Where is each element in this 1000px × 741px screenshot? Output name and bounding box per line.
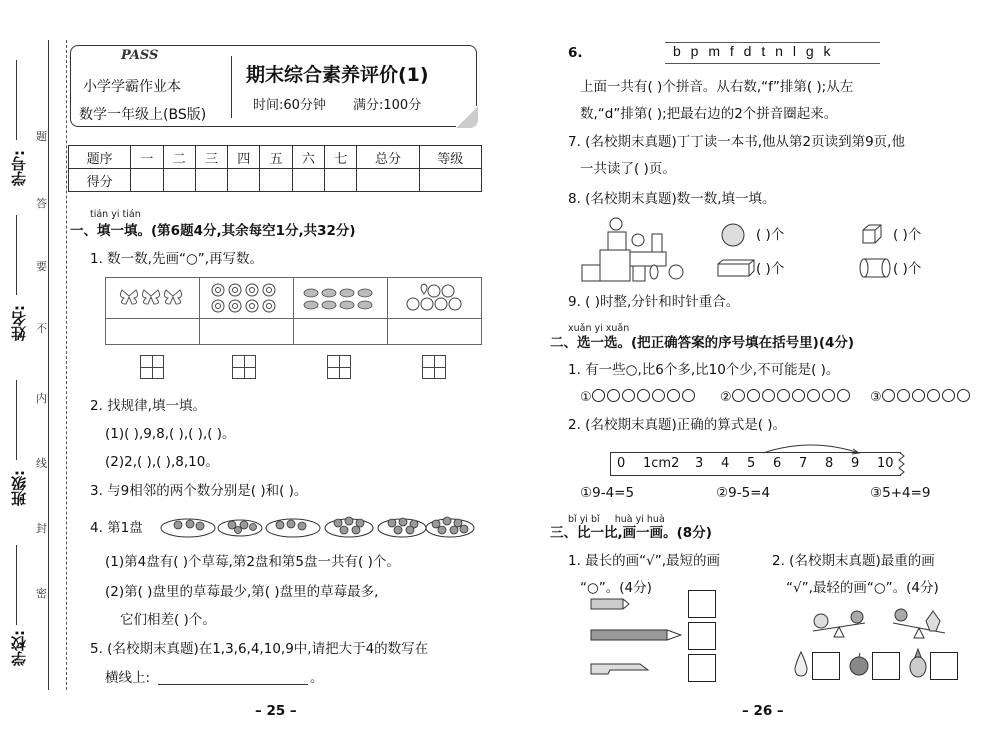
circles bbox=[882, 390, 972, 405]
seal-word: 密 bbox=[36, 587, 47, 600]
school-label: 学校: bbox=[10, 630, 28, 666]
ruler-tick-label: 5 bbox=[747, 456, 756, 471]
score-header-cell: 四 bbox=[228, 146, 260, 169]
knife-image bbox=[590, 660, 650, 676]
score-header-cell: 五 bbox=[260, 146, 292, 169]
ruler-edge bbox=[898, 452, 908, 476]
strawberry-plates-image bbox=[160, 510, 475, 542]
option-marker: ① bbox=[580, 390, 592, 405]
circle-shape bbox=[637, 389, 650, 402]
answer-box[interactable] bbox=[232, 355, 256, 379]
series-name: 小学学霸作业本 bbox=[83, 79, 181, 95]
question-8: 8. (名校期末真题)数一数,填一填。 bbox=[568, 191, 776, 207]
score-table-header-row bbox=[69, 146, 482, 169]
section2-question-2: 2. (名校期末真题)正确的算式是( )。 bbox=[568, 417, 787, 433]
seal-word: 答 bbox=[36, 197, 47, 210]
circle-shape bbox=[822, 389, 835, 402]
question-7-line-2: 一共读了( )页。 bbox=[580, 161, 676, 177]
ruler bbox=[610, 452, 901, 476]
score-cell[interactable] bbox=[195, 169, 227, 192]
circles bbox=[592, 390, 697, 405]
name-line bbox=[16, 215, 17, 295]
answer-box-apple[interactable] bbox=[872, 652, 900, 680]
cube-icon bbox=[860, 222, 884, 246]
header-card bbox=[70, 45, 477, 127]
option-3-circles[interactable] bbox=[870, 389, 972, 405]
ruler-tick-labels bbox=[611, 456, 901, 471]
score-cell[interactable] bbox=[131, 169, 163, 192]
header-divider bbox=[231, 56, 232, 118]
question-4: 4. 第1盘 bbox=[90, 520, 143, 536]
circle-shape bbox=[777, 389, 790, 402]
question-9: 9. ( )时整,分针和时针重合。 bbox=[568, 294, 740, 310]
section3-pinyin: bǐ yi bǐ huà yi huà bbox=[568, 514, 665, 525]
circle-shape bbox=[682, 389, 695, 402]
circle-shape bbox=[882, 389, 895, 402]
flower-group-icon bbox=[210, 282, 280, 314]
option-1-circles[interactable] bbox=[580, 389, 697, 405]
circle-shape bbox=[807, 389, 820, 402]
ruler-tick-label: 9 bbox=[851, 456, 860, 471]
pencil-image bbox=[590, 628, 682, 642]
circle-shape bbox=[667, 389, 680, 402]
score-header-cell: 七 bbox=[325, 146, 357, 169]
short-stick-image bbox=[590, 597, 630, 611]
question-2: 2. 找规律,填一填。 bbox=[90, 398, 206, 414]
answer-box[interactable] bbox=[327, 355, 351, 379]
answer-line[interactable] bbox=[158, 684, 308, 685]
circle-shape bbox=[652, 389, 665, 402]
cuboid-icon bbox=[716, 258, 756, 278]
score-header-cell: 六 bbox=[292, 146, 324, 169]
answer-box[interactable] bbox=[422, 355, 446, 379]
section3-question-1-line-1: 1. 最长的画“√”,最短的画 bbox=[568, 553, 721, 569]
score-header-cell: 三 bbox=[195, 146, 227, 169]
ruler-tick-label: 10 bbox=[877, 456, 894, 471]
grid-divider bbox=[387, 278, 388, 344]
pineapple-icon bbox=[908, 648, 928, 678]
page-title: 期末综合素养评价(1) bbox=[246, 64, 429, 86]
seal-word: 线 bbox=[36, 457, 47, 470]
circle-shape bbox=[747, 389, 760, 402]
name-label: 姓名: bbox=[10, 305, 28, 341]
seal-word: 内 bbox=[36, 392, 47, 405]
pinyin-letters: b p m f d t n l g k bbox=[673, 43, 834, 59]
full-score: 满分:100分 bbox=[353, 98, 422, 113]
question-5: 5. (名校期末真题)在1,3,6,4,10,9中,请把大于4的数写在 bbox=[90, 641, 429, 657]
student-id-line bbox=[16, 60, 17, 140]
question-6-line-2: 数,“d”排第( );把最右边的2个拼音圈起来。 bbox=[580, 106, 838, 122]
s2q2-option-3[interactable]: ③5+4=9 bbox=[870, 485, 931, 501]
score-cell[interactable] bbox=[292, 169, 324, 192]
question-6: 6. bbox=[568, 45, 583, 61]
question-5-end: 。 bbox=[310, 670, 324, 686]
seal-word: 不 bbox=[36, 322, 47, 335]
score-header-cell: 题序 bbox=[69, 146, 131, 169]
answer-box-shortest[interactable] bbox=[688, 654, 716, 682]
question-3: 3. 与9相邻的两个数分别是( )和( )。 bbox=[90, 483, 308, 499]
circle-shape bbox=[942, 389, 955, 402]
peach-group-icon bbox=[404, 282, 464, 314]
section2-title: 二、选一选。(把正确答案的序号填在括号里)(4分) bbox=[550, 335, 855, 351]
section3-question-1-line-2: “○”。(4分) bbox=[580, 580, 652, 596]
ruler-arc bbox=[761, 439, 861, 455]
cube-count: ( )个 bbox=[893, 227, 922, 243]
score-table bbox=[68, 145, 482, 192]
grid-row-divider bbox=[106, 318, 481, 319]
cylinder-count: ( )个 bbox=[893, 261, 922, 277]
score-header-cell: 总分 bbox=[357, 146, 419, 169]
circle-shape bbox=[607, 389, 620, 402]
score-table-score-row bbox=[69, 169, 482, 192]
section1-title: 一、填一填。(第6题4分,其余每空1分,共32分) bbox=[70, 223, 356, 239]
circle-shape bbox=[897, 389, 910, 402]
balance-scales-image bbox=[805, 605, 955, 641]
option-2-circles[interactable] bbox=[720, 389, 852, 405]
answer-box-pear[interactable] bbox=[812, 652, 840, 680]
question-4-part-1: (1)第4盘有( )个草莓,第2盘和第5盘一共有( )个。 bbox=[105, 554, 400, 570]
butterfly-group-icon bbox=[118, 286, 188, 308]
page-number-right: – 26 – bbox=[742, 703, 784, 719]
section3-question-2-line-1: 2. (名校期末真题)最重的画 bbox=[772, 553, 935, 569]
question-7: 7. (名校期末真题)丁丁读一本书,他从第2页读到第9页,他 bbox=[568, 134, 905, 150]
ruler-tick-label: 4 bbox=[721, 456, 730, 471]
page-curl bbox=[456, 106, 478, 128]
sphere-count: ( )个 bbox=[756, 227, 785, 243]
circle-shape bbox=[837, 389, 850, 402]
question-1: 1. 数一数,先画“○”,再写数。 bbox=[90, 251, 264, 267]
score-cell[interactable] bbox=[228, 169, 260, 192]
circle-shape bbox=[912, 389, 925, 402]
grid-divider bbox=[293, 278, 294, 344]
page-number-left: – 25 – bbox=[255, 703, 297, 719]
circle-shape bbox=[957, 389, 970, 402]
question-4-part-2: (2)第( )盘里的草莓最少,第( )盘里的草莓最多, bbox=[105, 584, 379, 600]
s2q2-option-1[interactable]: ①9-4=5 bbox=[580, 485, 635, 501]
score-header-cell: 二 bbox=[163, 146, 195, 169]
section3-question-2-line-2: “√”,最轻的画“○”。(4分) bbox=[786, 580, 939, 596]
circle-shape bbox=[732, 389, 745, 402]
grid-divider bbox=[199, 278, 200, 344]
ruler-tick-label: 1cm2 bbox=[643, 456, 680, 471]
binding-line bbox=[48, 40, 49, 690]
circles bbox=[732, 390, 852, 405]
score-cell[interactable] bbox=[325, 169, 357, 192]
option-marker: ③ bbox=[870, 390, 882, 405]
score-cell[interactable] bbox=[419, 169, 481, 192]
section1-pinyin: tián yi tián bbox=[90, 209, 141, 220]
score-header-cell: 等级 bbox=[419, 146, 481, 169]
score-row-label: 得分 bbox=[69, 169, 131, 192]
question-5-answer-label: 横线上: bbox=[105, 670, 151, 686]
ruler-tick-label: 3 bbox=[695, 456, 704, 471]
answer-box[interactable] bbox=[140, 355, 164, 379]
ruler-tick-label: 8 bbox=[825, 456, 834, 471]
question-2-part-1: (1)( ),9,8,( ),( ),( )。 bbox=[105, 426, 236, 442]
score-cell[interactable] bbox=[163, 169, 195, 192]
seal-word: 题 bbox=[36, 130, 47, 143]
pear-icon bbox=[792, 650, 810, 678]
score-header-cell: 一 bbox=[131, 146, 163, 169]
s2q2-option-2[interactable]: ②9-5=4 bbox=[716, 485, 771, 501]
question-2-part-2: (2)2,( ),( ),8,10。 bbox=[105, 454, 219, 470]
seal-word: 要 bbox=[36, 260, 47, 273]
score-cell[interactable] bbox=[260, 169, 292, 192]
score-cell[interactable] bbox=[357, 169, 419, 192]
class-line bbox=[16, 380, 17, 460]
pass-logo: PASS bbox=[121, 48, 159, 63]
answer-box-pineapple[interactable] bbox=[930, 652, 958, 680]
section3-title: 三、比一比,画一画。(8分) bbox=[550, 525, 712, 541]
answer-box-longest[interactable] bbox=[688, 590, 716, 618]
option-marker: ② bbox=[720, 390, 732, 405]
school-line bbox=[16, 545, 17, 625]
solid-shapes-image bbox=[578, 210, 688, 285]
apple-icon bbox=[848, 652, 870, 676]
sphere-icon bbox=[720, 222, 746, 248]
student-id-label: 学号: bbox=[10, 150, 28, 186]
section2-pinyin: xuǎn yi xuǎn bbox=[568, 323, 630, 334]
binding-dash-line bbox=[66, 40, 67, 690]
exam-time: 时间:60分钟 bbox=[253, 98, 326, 113]
seal-word: 封 bbox=[36, 522, 47, 535]
circle-shape bbox=[592, 389, 605, 402]
fish-group-icon bbox=[303, 286, 379, 312]
ruler-tick-label: 0 bbox=[617, 456, 626, 471]
section2-question-1: 1. 有一些○,比6个多,比10个少,不可能是( )。 bbox=[568, 362, 840, 378]
question-6-line-1: 上面一共有( )个拼音。从右数,“f”排第( );从左 bbox=[580, 79, 854, 95]
answer-box-middle[interactable] bbox=[688, 622, 716, 650]
ruler-tick-label: 7 bbox=[799, 456, 808, 471]
cylinder-icon bbox=[858, 257, 892, 279]
question-4-part-3: 它们相差( )个。 bbox=[120, 612, 216, 628]
cuboid-count: ( )个 bbox=[756, 261, 785, 277]
circle-shape bbox=[927, 389, 940, 402]
subject-name: 数学一年级上(BS版) bbox=[79, 107, 207, 123]
circle-shape bbox=[622, 389, 635, 402]
pinyin-letters-strip bbox=[665, 42, 880, 64]
circle-shape bbox=[792, 389, 805, 402]
circle-shape bbox=[762, 389, 775, 402]
ruler-tick-label: 6 bbox=[773, 456, 782, 471]
counting-grid bbox=[105, 277, 482, 345]
class-label: 班级: bbox=[10, 470, 28, 506]
